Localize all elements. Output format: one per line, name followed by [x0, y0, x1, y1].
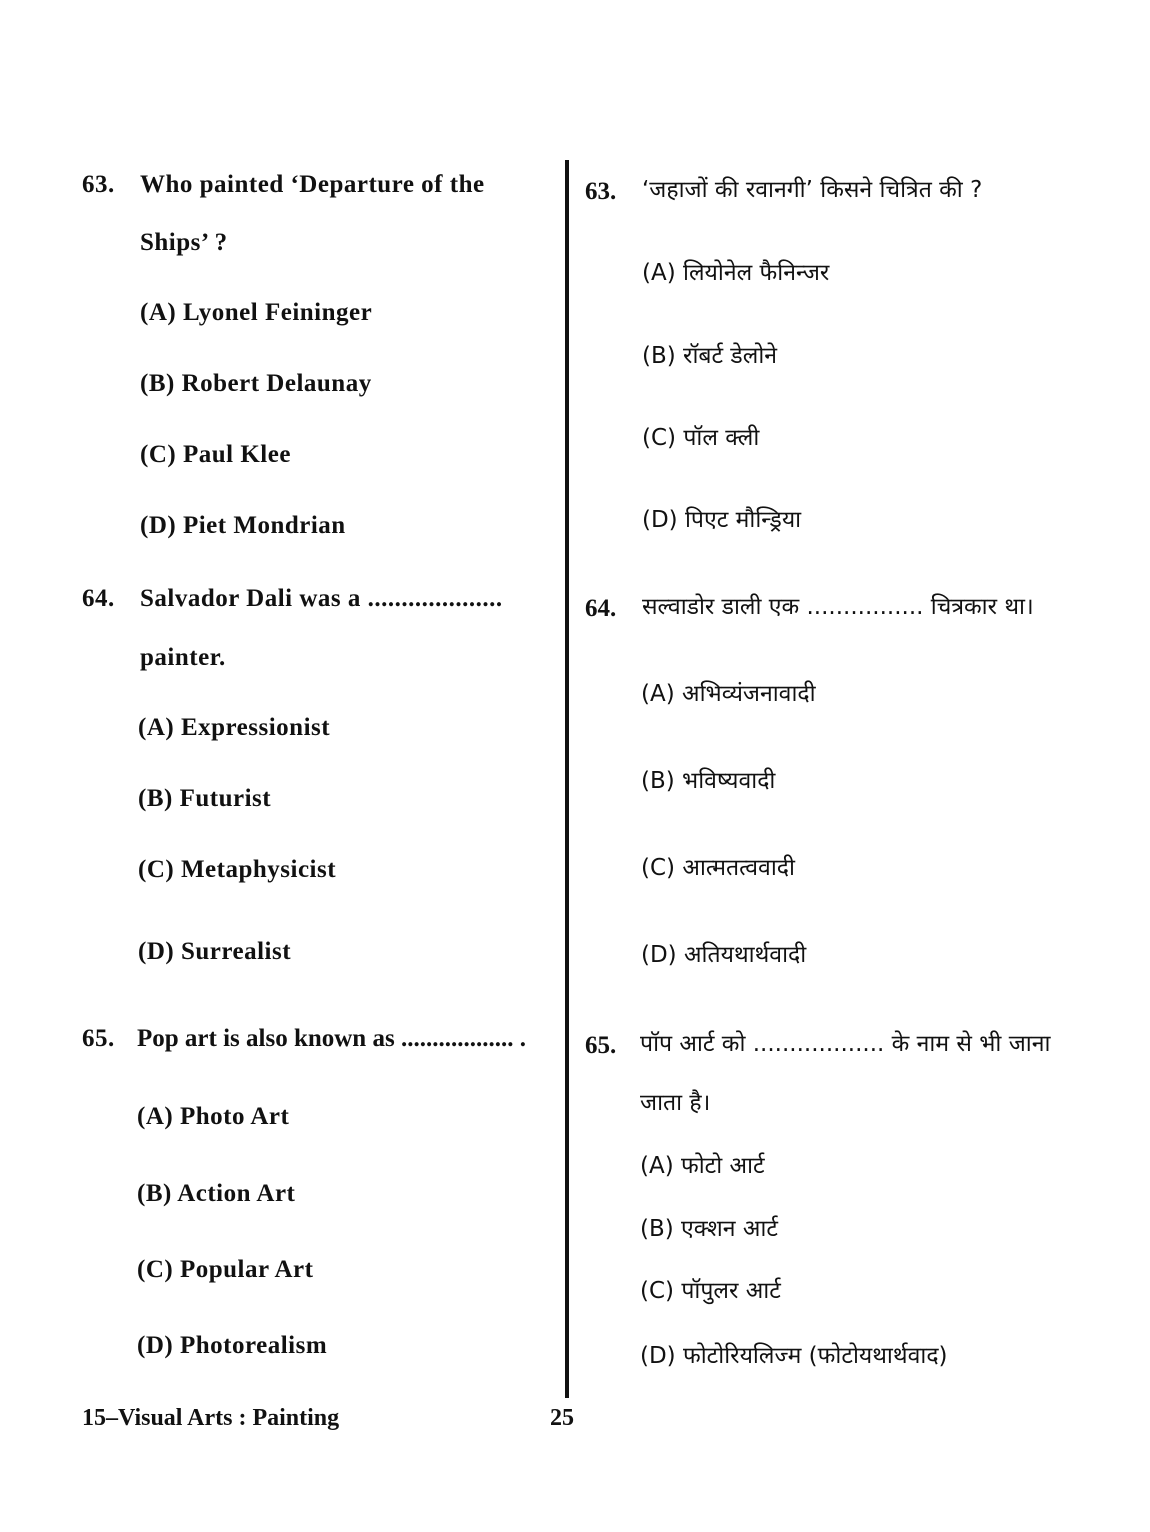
option-a: (A) फोटो आर्ट — [640, 1153, 765, 1179]
option-b: (B) Futurist — [138, 785, 272, 812]
column-divider — [565, 160, 569, 1398]
option-c: (C) आत्मतत्ववादी — [641, 855, 795, 881]
question-text: सल्वाडोर डाली एक ................ चित्रकार था। — [642, 594, 1034, 620]
option-c: (C) Paul Klee — [140, 441, 291, 468]
option-a: (A) Photo Art — [137, 1103, 290, 1130]
option-b: (B) रॉबर्ट डेलोने — [642, 343, 778, 369]
question-text: पॉप आर्ट को .................. के नाम से भी जाना — [640, 1031, 1051, 1057]
question-number: 64. — [585, 595, 617, 622]
option-a: (A) Expressionist — [138, 714, 331, 741]
option-b: (B) एक्शन आर्ट — [640, 1216, 778, 1242]
question-number: 65. — [585, 1032, 617, 1059]
option-d: (D) Surrealist — [138, 938, 292, 965]
question-text: ‘जहाजों की रवानगी’ किसने चित्रित की ? — [642, 177, 983, 203]
option-a: (A) लियोनेल फैनिन्जर — [642, 260, 830, 286]
question-number: 63. — [82, 171, 115, 198]
option-c: (C) Popular Art — [137, 1256, 314, 1283]
page-number: 25 — [550, 1405, 574, 1431]
option-d: (D) Photorealism — [137, 1332, 328, 1359]
option-b: (B) Action Art — [137, 1180, 296, 1207]
question-number: 65. — [82, 1025, 115, 1052]
question-text: Who painted ‘Departure of the — [140, 171, 485, 198]
option-d: (D) Piet Mondrian — [140, 512, 346, 539]
option-b: (B) Robert Delaunay — [140, 370, 372, 397]
question-number: 63. — [585, 178, 617, 205]
question-text-continued: Ships’ ? — [140, 229, 228, 256]
question-text-continued: जाता है। — [640, 1090, 711, 1116]
question-text: Salvador Dali was a .................... — [140, 585, 503, 612]
question-text: Pop art is also known as .................. . — [137, 1025, 526, 1052]
subject-label: 15–Visual Arts : Painting — [82, 1405, 340, 1431]
option-c: (C) Metaphysicist — [138, 856, 337, 883]
option-a: (A) अभिव्यंजनावादी — [641, 681, 816, 707]
question-number: 64. — [82, 585, 115, 612]
option-b: (B) भविष्यवादी — [641, 768, 776, 794]
option-d: (D) अतियथार्थवादी — [641, 942, 807, 968]
option-c: (C) पॉपुलर आर्ट — [640, 1278, 781, 1304]
option-c: (C) पॉल क्ली — [642, 425, 760, 451]
option-d: (D) पिएट मौन्ड्रिया — [642, 507, 802, 533]
option-d: (D) फोटोरियलिज्म (फोटोयथार्थवाद) — [640, 1343, 948, 1369]
question-text-continued: painter. — [140, 644, 226, 671]
option-a: (A) Lyonel Feininger — [140, 299, 373, 326]
